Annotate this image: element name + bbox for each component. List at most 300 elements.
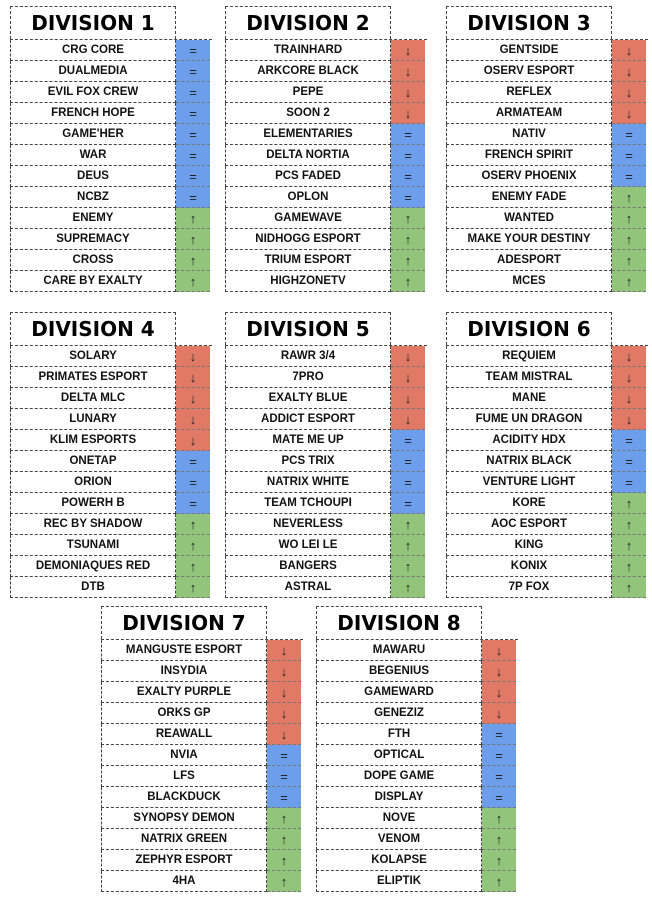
arrow-down-icon: ↓: [391, 61, 425, 82]
arrow-up-icon: ↑: [176, 250, 210, 271]
team-name: PEPE: [225, 82, 391, 103]
team-row: [225, 229, 427, 250]
team-row: [10, 103, 212, 124]
arrow-down-icon: ↓: [176, 409, 210, 430]
arrow-down-icon: ↓: [612, 346, 646, 367]
team-name: ONETAP: [10, 451, 176, 472]
team-name: 4HA: [101, 871, 267, 892]
arrow-up-icon: ↑: [391, 208, 425, 229]
team-row: [446, 145, 648, 166]
equals-icon: =: [176, 103, 210, 124]
team-row: [101, 640, 303, 661]
team-name: GENEZIZ: [316, 703, 482, 724]
team-name: FUME UN DRAGON: [446, 409, 612, 430]
equals-icon: =: [612, 472, 646, 493]
division-1: [10, 6, 212, 292]
team-name: SUPREMACY: [10, 229, 176, 250]
team-row: [10, 229, 212, 250]
team-row: [10, 472, 212, 493]
team-row: [10, 556, 212, 577]
team-row: [225, 577, 427, 598]
equals-icon: =: [482, 745, 516, 766]
team-row: [446, 208, 648, 229]
arrow-down-icon: ↓: [482, 640, 516, 661]
arrow-up-icon: ↑: [267, 829, 301, 850]
arrow-up-icon: ↑: [482, 871, 516, 892]
team-row: [10, 250, 212, 271]
team-row: [225, 124, 427, 145]
team-name: VENTURE LIGHT: [446, 472, 612, 493]
equals-icon: =: [391, 166, 425, 187]
team-row: [101, 808, 303, 829]
team-row: [10, 40, 212, 61]
team-row: [316, 661, 518, 682]
team-name: BLACKDUCK: [101, 787, 267, 808]
team-row: [446, 40, 648, 61]
arrow-down-icon: ↓: [267, 640, 301, 661]
division-title: DIVISION 8: [316, 606, 482, 639]
arrow-down-icon: ↓: [391, 367, 425, 388]
team-row: [101, 829, 303, 850]
division-8: [316, 606, 518, 892]
team-name: DEMONIAQUES RED: [10, 556, 176, 577]
team-row: [225, 535, 427, 556]
team-row: [10, 388, 212, 409]
team-row: [316, 808, 518, 829]
equals-icon: =: [391, 451, 425, 472]
equals-icon: =: [612, 145, 646, 166]
team-row: [225, 388, 427, 409]
team-name: ARMATEAM: [446, 103, 612, 124]
team-name: 7P FOX: [446, 577, 612, 598]
team-name: NATRIX WHITE: [225, 472, 391, 493]
team-name: INSYDIA: [101, 661, 267, 682]
team-name: FRENCH SPIRIT: [446, 145, 612, 166]
team-row: [316, 640, 518, 661]
arrow-down-icon: ↓: [391, 388, 425, 409]
equals-icon: =: [267, 745, 301, 766]
team-name: NCBZ: [10, 187, 176, 208]
equals-icon: =: [176, 40, 210, 61]
team-name: ENEMY: [10, 208, 176, 229]
team-name: EXALTY BLUE: [225, 388, 391, 409]
equals-icon: =: [176, 166, 210, 187]
team-name: SOLARY: [10, 346, 176, 367]
team-name: POWERH B: [10, 493, 176, 514]
team-row: [446, 535, 648, 556]
team-row: [10, 145, 212, 166]
team-name: ORION: [10, 472, 176, 493]
team-row: [10, 514, 212, 535]
team-name: ADESPORT: [446, 250, 612, 271]
team-row: [225, 409, 427, 430]
team-name: HIGHZONETV: [225, 271, 391, 292]
arrow-down-icon: ↓: [176, 367, 210, 388]
team-name: FRENCH HOPE: [10, 103, 176, 124]
arrow-up-icon: ↑: [391, 229, 425, 250]
team-row: [316, 850, 518, 871]
arrow-up-icon: ↑: [612, 208, 646, 229]
team-name: EVIL FOX CREW: [10, 82, 176, 103]
team-list: [446, 345, 648, 598]
team-row: [101, 766, 303, 787]
arrow-up-icon: ↑: [267, 808, 301, 829]
team-row: [446, 250, 648, 271]
team-list: [225, 39, 427, 292]
team-list: [225, 345, 427, 598]
arrow-down-icon: ↓: [267, 661, 301, 682]
division-title: DIVISION 5: [225, 312, 391, 345]
team-row: [446, 271, 648, 292]
team-name: NVIA: [101, 745, 267, 766]
team-row: [101, 871, 303, 892]
equals-icon: =: [176, 493, 210, 514]
equals-icon: =: [482, 787, 516, 808]
team-list: [316, 639, 518, 892]
team-list: [446, 39, 648, 292]
arrow-down-icon: ↓: [612, 82, 646, 103]
team-name: TSUNAMI: [10, 535, 176, 556]
team-name: ACIDITY HDX: [446, 430, 612, 451]
team-name: DUALMEDIA: [10, 61, 176, 82]
team-row: [101, 682, 303, 703]
equals-icon: =: [176, 451, 210, 472]
team-name: TEAM TCHOUPI: [225, 493, 391, 514]
team-row: [225, 556, 427, 577]
team-name: EXALTY PURPLE: [101, 682, 267, 703]
team-row: [316, 745, 518, 766]
arrow-up-icon: ↑: [176, 556, 210, 577]
division-title: DIVISION 3: [446, 6, 612, 39]
team-name: WO LEI LE: [225, 535, 391, 556]
team-row: [225, 346, 427, 367]
team-row: [10, 367, 212, 388]
team-row: [101, 703, 303, 724]
arrow-up-icon: ↑: [612, 514, 646, 535]
team-name: KORE: [446, 493, 612, 514]
team-name: OPTICAL: [316, 745, 482, 766]
team-name: ASTRAL: [225, 577, 391, 598]
team-name: TEAM MISTRAL: [446, 367, 612, 388]
team-name: NEVERLESS: [225, 514, 391, 535]
team-row: [446, 187, 648, 208]
equals-icon: =: [612, 124, 646, 145]
team-name: OPLON: [225, 187, 391, 208]
team-row: [446, 556, 648, 577]
team-name: DELTA MLC: [10, 388, 176, 409]
team-name: DISPLAY: [316, 787, 482, 808]
team-name: MANGUSTE ESPORT: [101, 640, 267, 661]
arrow-up-icon: ↑: [391, 271, 425, 292]
team-row: [446, 493, 648, 514]
arrow-up-icon: ↑: [482, 829, 516, 850]
division-6: [446, 312, 648, 598]
team-row: [10, 271, 212, 292]
team-name: MAWARU: [316, 640, 482, 661]
arrow-down-icon: ↓: [391, 40, 425, 61]
arrow-up-icon: ↑: [267, 850, 301, 871]
arrow-down-icon: ↓: [391, 346, 425, 367]
arrow-down-icon: ↓: [482, 661, 516, 682]
arrow-down-icon: ↓: [482, 703, 516, 724]
team-name: WANTED: [446, 208, 612, 229]
arrow-up-icon: ↑: [612, 556, 646, 577]
arrow-up-icon: ↑: [391, 577, 425, 598]
team-name: TRIUM ESPORT: [225, 250, 391, 271]
team-row: [10, 493, 212, 514]
division-title: DIVISION 4: [10, 312, 176, 345]
team-row: [225, 271, 427, 292]
division-5: [225, 312, 427, 598]
equals-icon: =: [612, 166, 646, 187]
arrow-down-icon: ↓: [391, 82, 425, 103]
team-name: REC BY SHADOW: [10, 514, 176, 535]
team-row: [10, 187, 212, 208]
equals-icon: =: [612, 430, 646, 451]
equals-icon: =: [267, 787, 301, 808]
team-row: [225, 472, 427, 493]
equals-icon: =: [391, 472, 425, 493]
team-name: ZEPHYR ESPORT: [101, 850, 267, 871]
team-row: [10, 430, 212, 451]
team-name: SOON 2: [225, 103, 391, 124]
team-name: FTH: [316, 724, 482, 745]
team-name: CRG CORE: [10, 40, 176, 61]
team-name: REQUIEM: [446, 346, 612, 367]
team-name: VENOM: [316, 829, 482, 850]
team-row: [316, 787, 518, 808]
team-row: [316, 766, 518, 787]
division-title: DIVISION 7: [101, 606, 267, 639]
equals-icon: =: [176, 472, 210, 493]
team-name: ARKCORE BLACK: [225, 61, 391, 82]
arrow-down-icon: ↓: [612, 61, 646, 82]
team-row: [225, 61, 427, 82]
team-name: CROSS: [10, 250, 176, 271]
arrow-down-icon: ↓: [391, 103, 425, 124]
equals-icon: =: [176, 145, 210, 166]
arrow-up-icon: ↑: [391, 556, 425, 577]
team-name: REAWALL: [101, 724, 267, 745]
team-name: MATE ME UP: [225, 430, 391, 451]
team-row: [225, 166, 427, 187]
team-row: [101, 787, 303, 808]
team-name: TRAINHARD: [225, 40, 391, 61]
team-name: WAR: [10, 145, 176, 166]
arrow-up-icon: ↑: [482, 850, 516, 871]
division-3: [446, 6, 648, 292]
arrow-up-icon: ↑: [176, 514, 210, 535]
arrow-up-icon: ↑: [612, 493, 646, 514]
team-name: CARE BY EXALTY: [10, 271, 176, 292]
equals-icon: =: [391, 187, 425, 208]
team-row: [10, 535, 212, 556]
team-name: PCS TRIX: [225, 451, 391, 472]
team-list: [10, 39, 212, 292]
equals-icon: =: [612, 451, 646, 472]
team-name: DELTA NORTIA: [225, 145, 391, 166]
team-name: PCS FADED: [225, 166, 391, 187]
team-name: ENEMY FADE: [446, 187, 612, 208]
team-row: [10, 61, 212, 82]
arrow-up-icon: ↑: [612, 250, 646, 271]
arrow-down-icon: ↓: [176, 388, 210, 409]
arrow-up-icon: ↑: [176, 535, 210, 556]
team-row: [101, 724, 303, 745]
arrow-up-icon: ↑: [391, 535, 425, 556]
arrow-up-icon: ↑: [612, 535, 646, 556]
team-name: RAWR 3/4: [225, 346, 391, 367]
team-row: [10, 82, 212, 103]
team-row: [225, 145, 427, 166]
arrow-down-icon: ↓: [612, 103, 646, 124]
team-name: ORKS GP: [101, 703, 267, 724]
team-row: [10, 409, 212, 430]
team-row: [10, 451, 212, 472]
team-name: NOVE: [316, 808, 482, 829]
team-name: ADDICT ESPORT: [225, 409, 391, 430]
team-row: [316, 871, 518, 892]
team-row: [446, 577, 648, 598]
team-row: [101, 661, 303, 682]
team-row: [446, 451, 648, 472]
team-name: MCES: [446, 271, 612, 292]
team-row: [10, 346, 212, 367]
arrow-up-icon: ↑: [612, 577, 646, 598]
team-row: [446, 124, 648, 145]
team-row: [225, 430, 427, 451]
team-row: [225, 187, 427, 208]
team-name: KING: [446, 535, 612, 556]
team-name: REFLEX: [446, 82, 612, 103]
team-name: KOLAPSE: [316, 850, 482, 871]
team-name: PRIMATES ESPORT: [10, 367, 176, 388]
arrow-down-icon: ↓: [176, 346, 210, 367]
team-name: KONIX: [446, 556, 612, 577]
team-row: [225, 103, 427, 124]
team-name: MANE: [446, 388, 612, 409]
team-list: [101, 639, 303, 892]
team-row: [225, 208, 427, 229]
team-row: [446, 514, 648, 535]
team-name: 7PRO: [225, 367, 391, 388]
division-4: [10, 312, 212, 598]
team-row: [225, 451, 427, 472]
team-row: [446, 61, 648, 82]
team-row: [10, 124, 212, 145]
team-row: [446, 103, 648, 124]
team-name: LUNARY: [10, 409, 176, 430]
team-name: NATIV: [446, 124, 612, 145]
team-name: LFS: [101, 766, 267, 787]
arrow-down-icon: ↓: [612, 409, 646, 430]
arrow-down-icon: ↓: [612, 367, 646, 388]
equals-icon: =: [482, 766, 516, 787]
team-row: [446, 229, 648, 250]
team-row: [316, 724, 518, 745]
team-name: BANGERS: [225, 556, 391, 577]
team-name: AOC ESPORT: [446, 514, 612, 535]
team-row: [10, 577, 212, 598]
team-name: GAMEWARD: [316, 682, 482, 703]
arrow-down-icon: ↓: [482, 682, 516, 703]
arrow-up-icon: ↑: [176, 229, 210, 250]
team-name: MAKE YOUR DESTINY: [446, 229, 612, 250]
arrow-down-icon: ↓: [612, 40, 646, 61]
equals-icon: =: [176, 61, 210, 82]
team-row: [225, 250, 427, 271]
arrow-up-icon: ↑: [176, 208, 210, 229]
team-name: ELEMENTARIES: [225, 124, 391, 145]
equals-icon: =: [391, 430, 425, 451]
team-row: [446, 82, 648, 103]
team-list: [10, 345, 212, 598]
division-title: DIVISION 2: [225, 6, 391, 39]
team-name: SYNOPSY DEMON: [101, 808, 267, 829]
team-name: NATRIX BLACK: [446, 451, 612, 472]
team-row: [10, 208, 212, 229]
team-row: [101, 745, 303, 766]
team-row: [446, 472, 648, 493]
arrow-up-icon: ↑: [612, 187, 646, 208]
arrow-up-icon: ↑: [267, 871, 301, 892]
team-name: GAMEWAVE: [225, 208, 391, 229]
team-name: NATRIX GREEN: [101, 829, 267, 850]
arrow-down-icon: ↓: [267, 682, 301, 703]
equals-icon: =: [176, 124, 210, 145]
team-name: DOPE GAME: [316, 766, 482, 787]
arrow-up-icon: ↑: [612, 271, 646, 292]
equals-icon: =: [176, 82, 210, 103]
arrow-up-icon: ↑: [391, 250, 425, 271]
team-name: GAME'HER: [10, 124, 176, 145]
team-row: [225, 514, 427, 535]
team-name: KLIM ESPORTS: [10, 430, 176, 451]
team-name: OSERV ESPORT: [446, 61, 612, 82]
division-7: [101, 606, 303, 892]
division-2: [225, 6, 427, 292]
team-name: OSERV PHOENIX: [446, 166, 612, 187]
arrow-down-icon: ↓: [391, 409, 425, 430]
arrow-up-icon: ↑: [391, 514, 425, 535]
arrow-down-icon: ↓: [612, 388, 646, 409]
arrow-up-icon: ↑: [482, 808, 516, 829]
team-row: [225, 82, 427, 103]
team-row: [446, 388, 648, 409]
team-row: [316, 682, 518, 703]
team-name: GENTSIDE: [446, 40, 612, 61]
team-name: ELIPTIK: [316, 871, 482, 892]
arrow-up-icon: ↑: [176, 271, 210, 292]
team-name: BEGENIUS: [316, 661, 482, 682]
team-row: [101, 850, 303, 871]
team-name: DTB: [10, 577, 176, 598]
team-row: [446, 367, 648, 388]
division-title: DIVISION 6: [446, 312, 612, 345]
arrow-up-icon: ↑: [176, 577, 210, 598]
arrow-down-icon: ↓: [267, 724, 301, 745]
team-row: [225, 40, 427, 61]
team-row: [10, 166, 212, 187]
team-row: [446, 166, 648, 187]
team-row: [446, 346, 648, 367]
team-row: [316, 703, 518, 724]
equals-icon: =: [176, 187, 210, 208]
equals-icon: =: [391, 124, 425, 145]
equals-icon: =: [391, 145, 425, 166]
division-title: DIVISION 1: [10, 6, 176, 39]
arrow-down-icon: ↓: [267, 703, 301, 724]
